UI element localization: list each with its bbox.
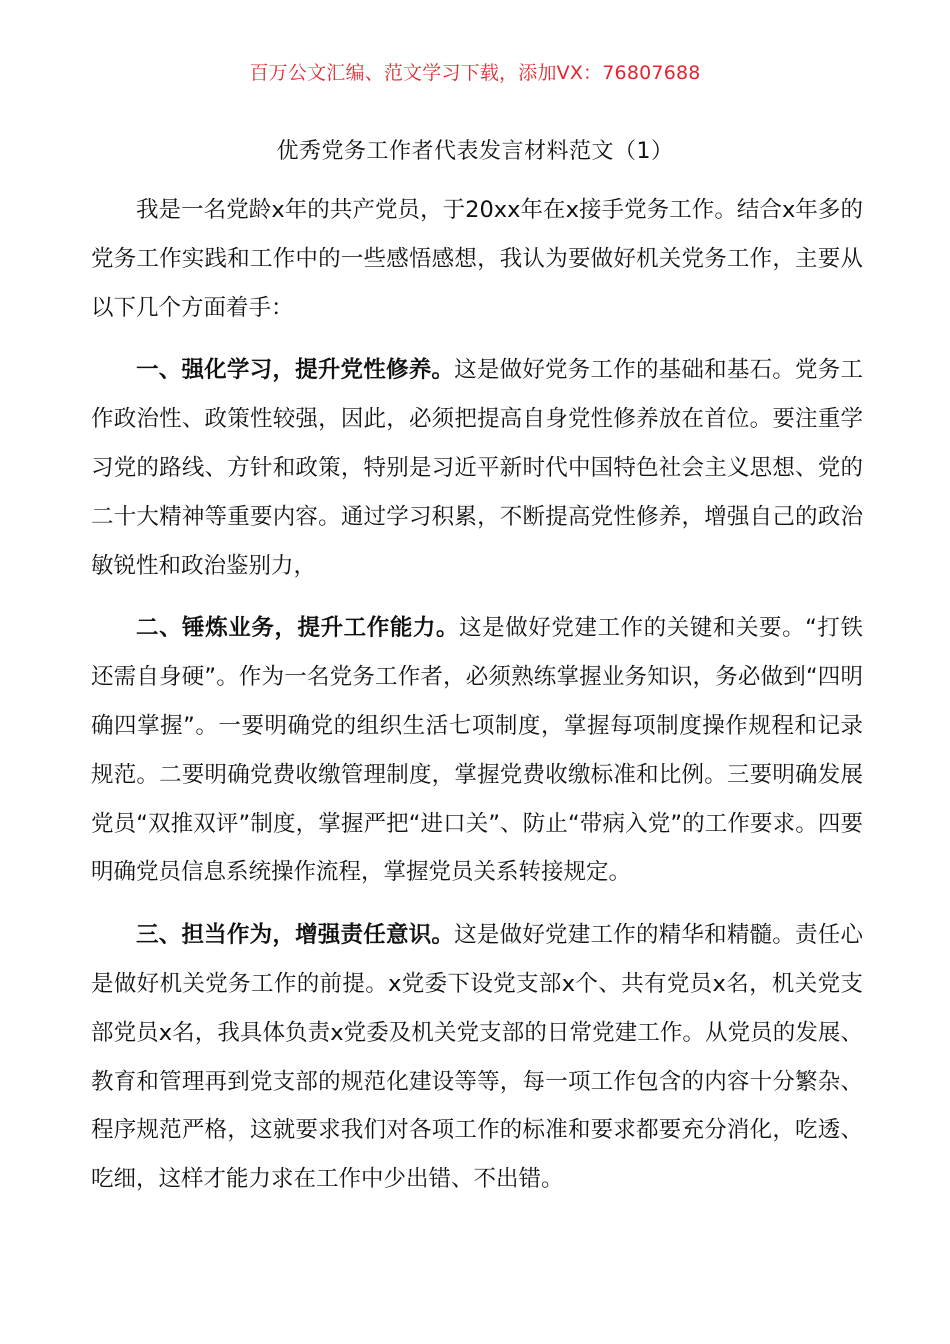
section-heading-3: 三、担当作为，增强责任意识。 xyxy=(136,922,455,949)
document-body xyxy=(91,186,863,1204)
section-paragraph-1 xyxy=(91,346,863,590)
header-banner: 百万公文汇编、范文学习下载，添加VX：76807688 xyxy=(249,62,701,84)
section-paragraph-2 xyxy=(91,604,863,897)
section-paragraph-3 xyxy=(91,911,863,1204)
section-text-1: 这是做好党务工作的基础和基石。党务工作政治性、政策性较强，因此，必须把提高自身党性修养放在首位。要注重学习党的路线、方针和政策，特别是习近平新时代中国特色社会主义思想、党的二十大精神等重要内容。通过学习积累，不断提高党性修养，增强自己的政治敏锐性和政治鉴别力， xyxy=(91,357,863,579)
section-heading-1: 一、强化学习，提升党性修养。 xyxy=(136,357,455,384)
page-title: 优秀党务工作者代表发言材料范文（1） xyxy=(276,139,674,164)
section-heading-2: 二、锤炼业务，提升工作能力。 xyxy=(136,615,460,642)
section-text-3: 这是做好党建工作的精华和精髓。责任心是做好机关党务工作的前提。x党委下设党支部x个、共有党员x名，机关党支部党员x名，我具体负责x党委及机关党支部的日常党建工作。从党员的发展、教育和管理再到党支部的规范化建设等等，每一项工作包含的内容十分繁杂、程序规范严格，这就要求我们对各项工作的标准和要求都要充分消化，吃透、吃细，这样才能力求在工作中少出错、不出错。 xyxy=(91,922,863,1193)
section-text-2: 这是做好党建工作的关键和关要。“打铁还需自身硬”。作为一名党务工作者，必须熟练掌握业务知识，务必做到“四明确四掌握”。一要明确党的组织生活七项制度，掌握每项制度操作规程和记录规范。二要明确党费收缴管理制度，掌握党费收缴标准和比例。三要明确发展党员“双推双评”制度，掌握严把“进口关”、防止“带病入党”的工作要求。四要明确党员信息系统操作流程，掌握党员关系转接规定。 xyxy=(91,615,863,886)
intro-paragraph: 我是一名党龄x年的共产党员，于20xx年在x接手党务工作。结合x年多的党务工作实践和工作中的一些感悟感想，我认为要做好机关党务工作，主要从以下几个方面着手： xyxy=(91,197,863,321)
